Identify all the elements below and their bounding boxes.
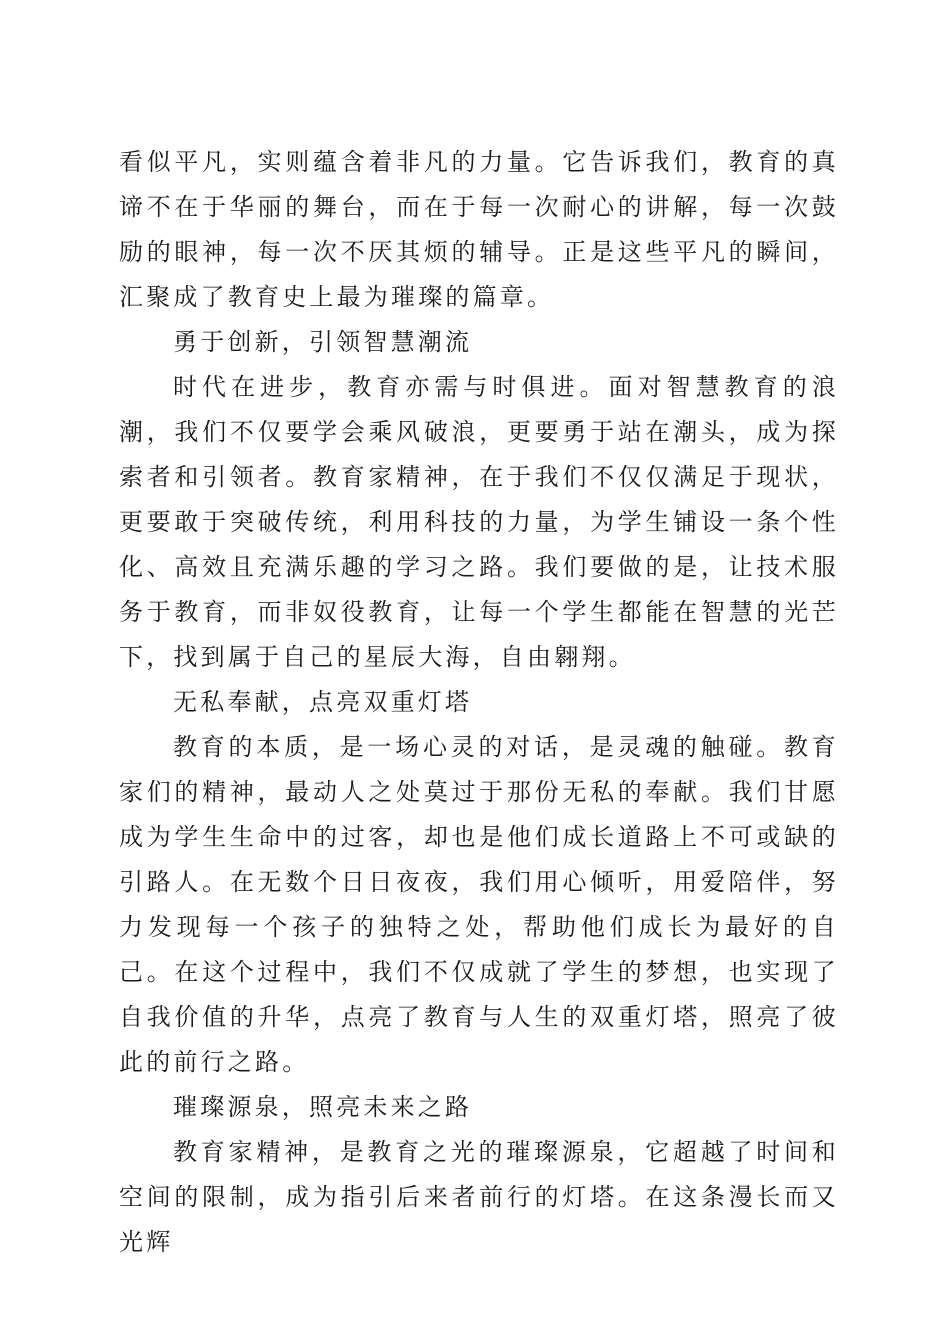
paragraph-dedication: 教育的本质，是一场心灵的对话，是灵魂的触碰。教育家们的精神，最动人之处莫过于那份无私的奉献。我们甘愿成为学生生命中的过客，却也是他们成长道路上不可或缺的引路人。在无数个日日夜夜，我们用心倾听，用爱陪伴，努力发现每一个孩子的独特之处，帮助他们成长为最好的自己。在这个过程中，我们不仅成就了学生的梦想，也实现了自我价值的升华，点亮了教育与人生的双重灯塔，照亮了彼此的前行之路。 [119,733,839,1076]
section-heading-innovation: 勇于创新，引领智慧潮流 [173,328,473,356]
document-page [119,140,839,1265]
section-heading-source: 璀璨源泉，照亮未来之路 [173,1093,473,1121]
paragraph-continued: 看似平凡，实则蕴含着非凡的力量。它告诉我们，教育的真谛不在于华丽的舞台，而在于每一次耐心的讲解，每一次鼓励的眼神，每一次不厌其烦的辅导。正是这些平凡的瞬间，汇聚成了教育史上最为璀璨的篇章。 [119,148,839,311]
paragraph-innovation: 时代在进步，教育亦需与时俱进。面对智慧教育的浪潮，我们不仅要学会乘风破浪，更要勇于站在潮头，成为探索者和引领者。教育家精神，在于我们不仅仅满足于现状，更要敢于突破传统，利用科技的力量，为学生铺设一条个性化、高效且充满乐趣的学习之路。我们要做的是，让技术服务于教育，而非奴役教育，让每一个学生都能在智慧的光芒下，找到属于自己的星辰大海，自由翱翔。 [119,373,839,671]
section-heading-dedication: 无私奉献，点亮双重灯塔 [173,688,473,716]
paragraph-source: 教育家精神，是教育之光的璀璨源泉，它超越了时间和空间的限制，成为指引后来者前行的灯塔。在这条漫长而又光辉 [119,1138,839,1256]
